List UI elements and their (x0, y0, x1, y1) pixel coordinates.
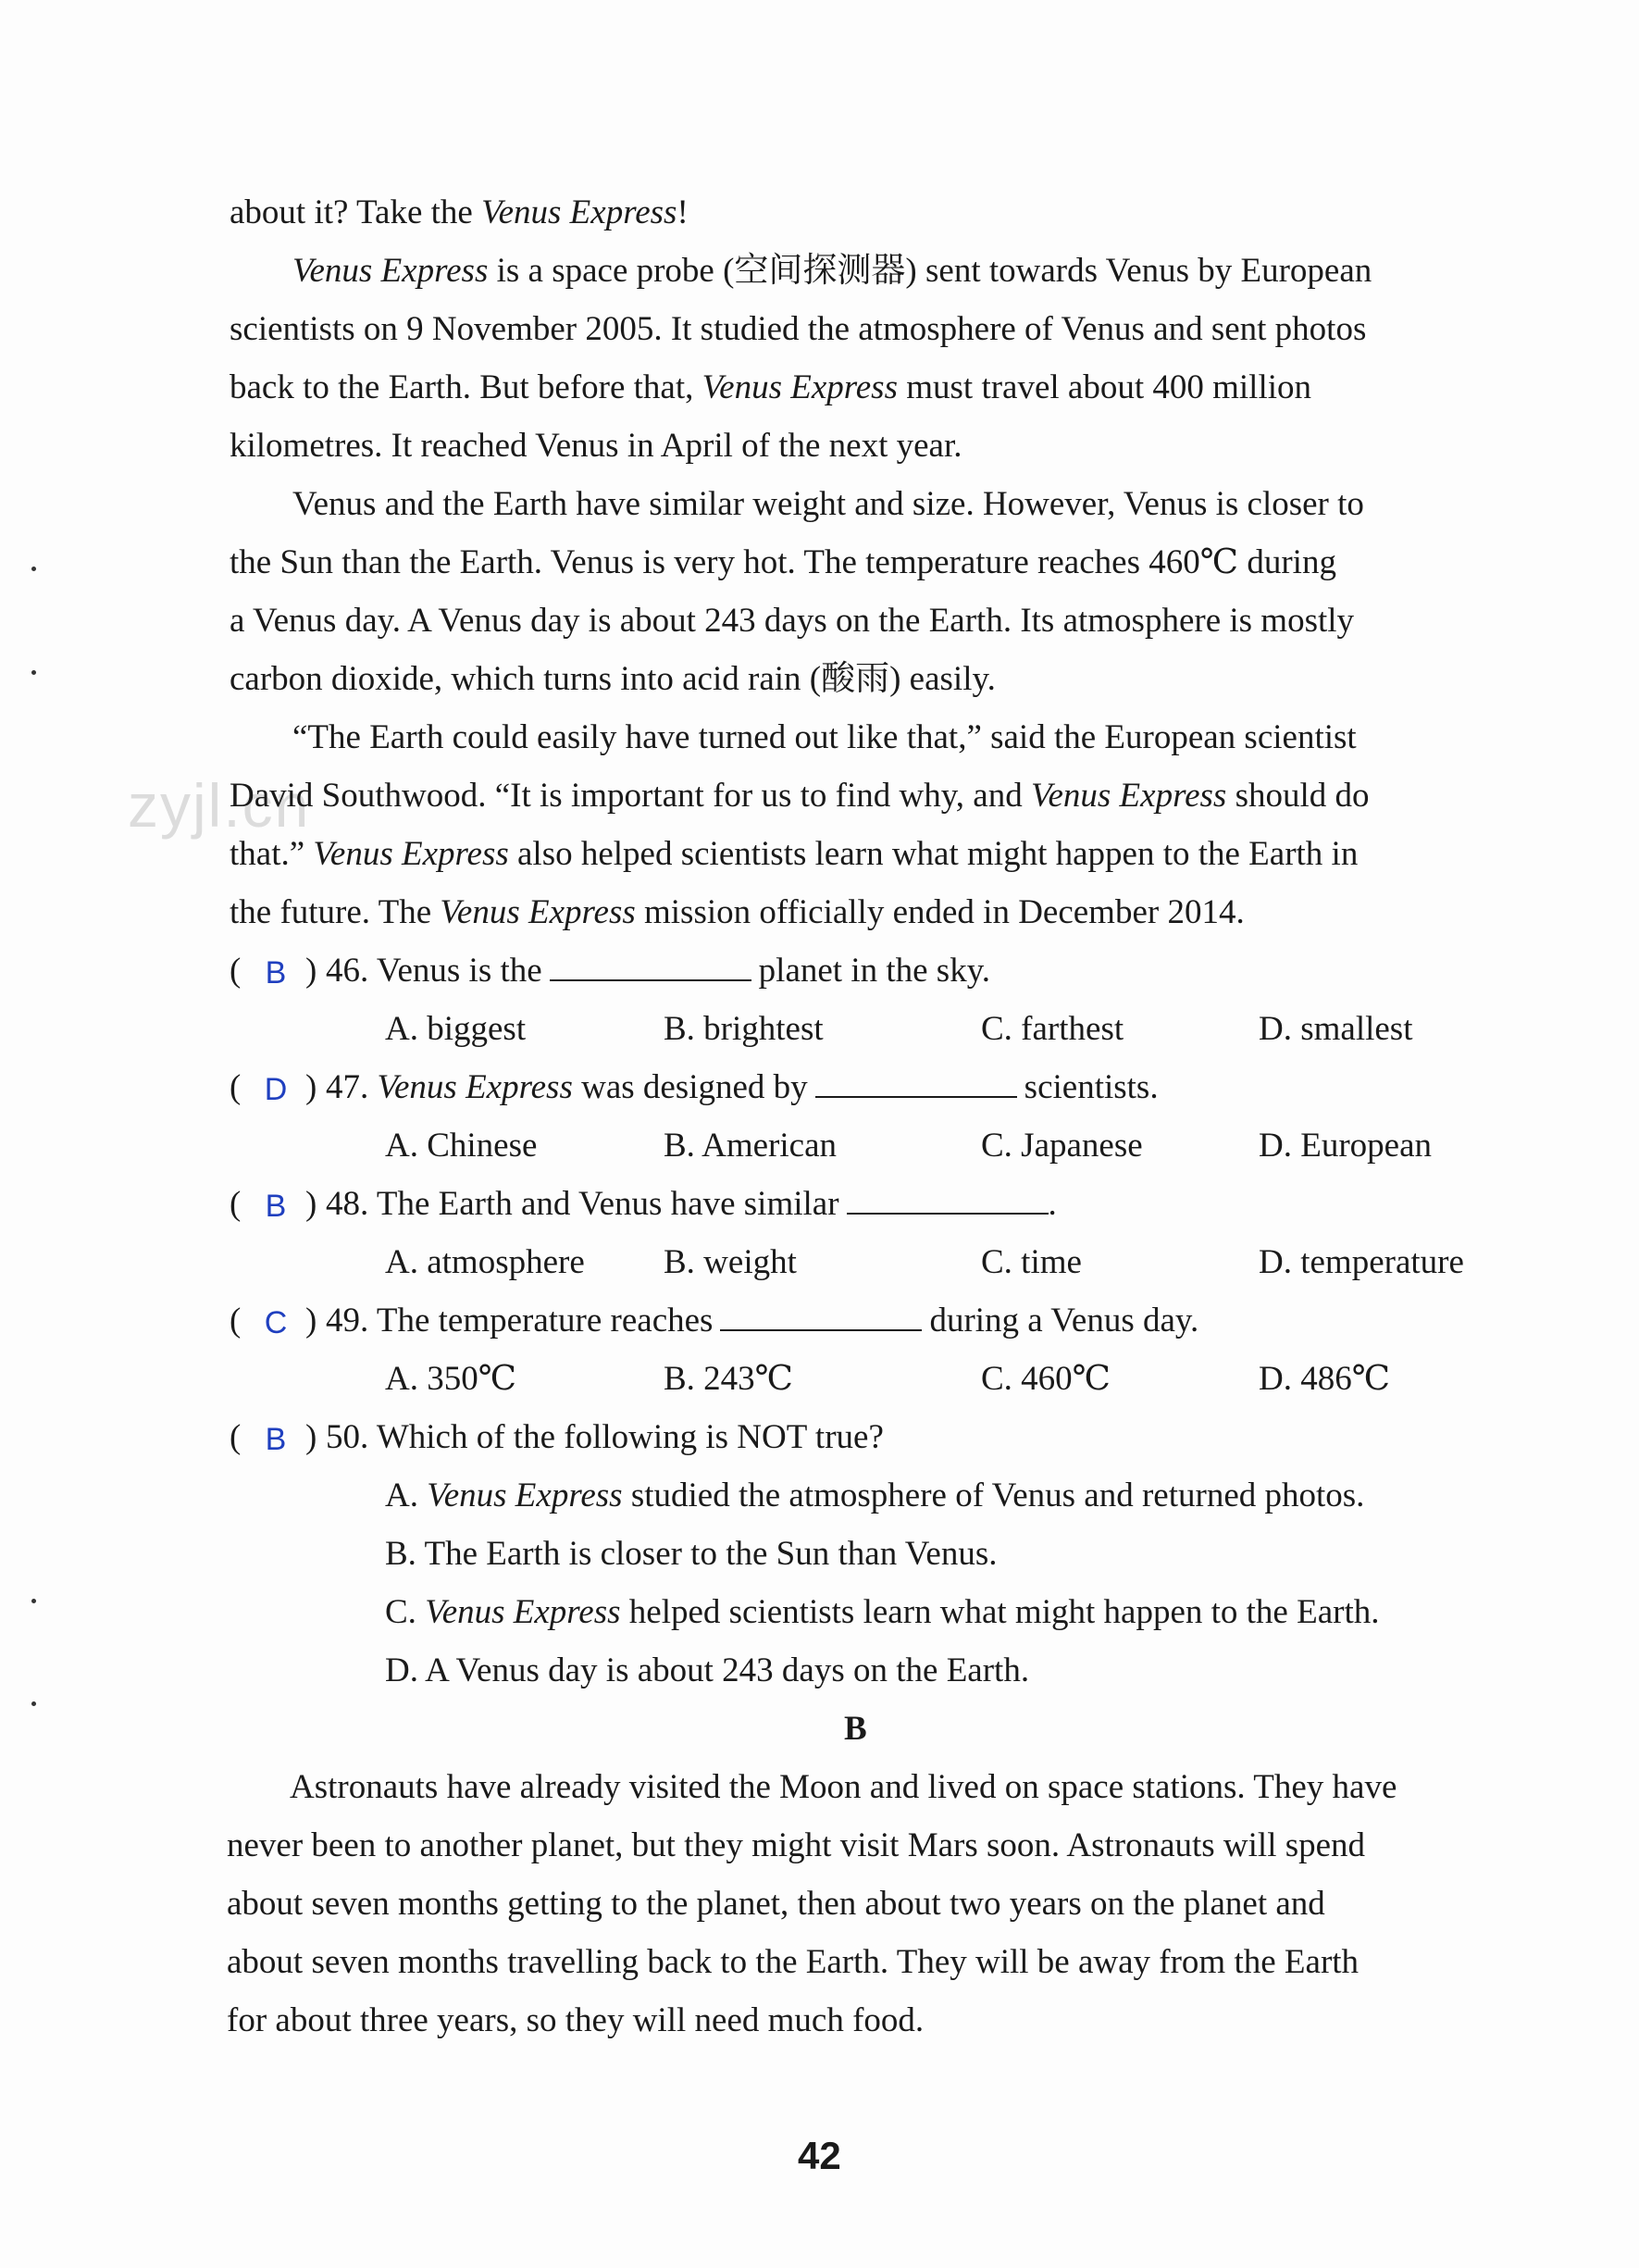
option: D. temperature (1259, 1243, 1464, 1281)
passage-line: that.” Venus Express also helped scientists learn what might happen to the Earth in (230, 835, 1359, 873)
answer-mark: B (265, 955, 287, 991)
passage-line: the Sun than the Earth. Venus is very hot. The temperature reaches 460℃ during (230, 543, 1336, 581)
option: C. time (981, 1243, 1082, 1281)
passage-line: David Southwood. “It is important for us to find why, and Venus Express should do (230, 777, 1370, 815)
answer-mark: B (265, 1189, 287, 1224)
option: B. American (664, 1127, 838, 1165)
scan-mark (31, 1599, 36, 1603)
option: D. smallest (1259, 1010, 1413, 1048)
scan-mark (31, 1701, 36, 1706)
passage-line: never been to another planet, but they might visit Mars soon. Astronauts will spend (227, 1826, 1366, 1864)
option: A. Chinese (385, 1127, 538, 1165)
option: C. Venus Express helped scientists learn what might happen to the Earth. (385, 1593, 1380, 1631)
passage-line: kilometres. It reached Venus in April of the next year. (230, 427, 962, 465)
option: A. atmosphere (385, 1243, 585, 1281)
passage-line: for about three years, so they will need much food. (227, 2001, 925, 2039)
option: B. brightest (664, 1010, 824, 1048)
passage-line: “The Earth could easily have turned out like that,” said the European scientist (292, 718, 1357, 756)
answer-mark: C (264, 1305, 288, 1340)
section-heading: B (844, 1710, 867, 1748)
answer-blank (550, 952, 751, 981)
passage-line: scientists on 9 November 2005. It studied the atmosphere of Venus and sent photos (230, 310, 1367, 348)
passage-line: the future. The Venus Express mission officially ended in December 2014. (230, 893, 1245, 931)
passage-line: about seven months travelling back to the Earth. They will be away from the Earth (227, 1943, 1360, 1981)
option: C. farthest (981, 1010, 1124, 1048)
watermark: zyjl.cn (128, 771, 311, 840)
page-number: 42 (798, 2134, 841, 2177)
passage-line: Venus Express is a space probe (空间探测器) sent towards Venus by European (292, 252, 1372, 290)
option: D. A Venus day is about 243 days on the Earth. (385, 1651, 1030, 1689)
option: B. weight (664, 1243, 797, 1281)
answer-blank (815, 1068, 1017, 1098)
workbook-page: zyjl.cn about it? Take the Venus Express! Venus Express is a space probe (空间探测器) sent towards Venus by European scientists on 9 November 2005. It studied the atmosphere of Venus and sent photos back to the Earth. But before that, Venus Express must travel about 400 million kilometres. It reached Venus in April of the next year. Venus and the Earth have similar weight and size. However, Venus is closer to the Sun than the Earth. Venus is very hot. The temperature reaches 460℃ during a Venus day. A Venus day is about 243 days on the Earth. Its atmosphere is mostly carbon dioxide, which turns into acid rain (酸雨) easily. “The Earth could easily have turned out like that,” said the European scientist David Southwood. “It is important for us to find why, and Venus Express should do that.” Venus Express also helped scientists learn what might happen to the Earth in the future. The Venus Express mission officially ended in December 2014. ( B ) 46. Venus is the planet in the sky. A. biggest B. brightest C. farthest D. smallest ( D ) 47. Venus Express was designed by scientists. A. Chinese B. American C. Japanese D. European ( B ) 48. The Earth and Venus have similar . A. atmosphere B. weight C. time D. temperature ( C ) 49. The temperature reaches during a Venus day. A. 350℃ B. 243℃ C. 460℃ D. 486℃ ( B ) 50. Which of the following is NOT true? A. Venus Express studied the atmosphere of Venus and returned photos. B. The Earth is closer to the Sun than Venus. C. Venus Express helped scientists learn what might happen to the Earth. D. A Venus day is about 243 days on the Earth. B Astronauts have already visited the Moon and lived on space stations. They have never been to another planet, but they might visit Mars soon. Astronauts will spend about seven months getting to the planet, then about two years on the planet and about seven months travelling back to the Earth. They will be away from the Earth for about three years, so they will need much food. 42 (0, 0, 1639, 2268)
option: A. Venus Express studied the atmosphere of Venus and returned photos. (385, 1477, 1365, 1514)
option: A. 350℃ (385, 1360, 517, 1398)
option: A. biggest (385, 1010, 527, 1048)
scan-mark (31, 567, 36, 571)
passage-line: a Venus day. A Venus day is about 243 days on the Earth. Its atmosphere is mostly (230, 602, 1355, 640)
passage-line: carbon dioxide, which turns into acid rain (酸雨) easily. (230, 660, 996, 698)
answer-mark: D (264, 1072, 288, 1107)
option: D. 486℃ (1259, 1360, 1391, 1398)
scan-mark (31, 670, 36, 675)
option: B. The Earth is closer to the Sun than Venus. (385, 1535, 998, 1573)
answer-mark: B (265, 1422, 287, 1457)
passage-line: about it? Take the Venus Express! (230, 193, 689, 231)
passage-line: back to the Earth. But before that, Venus Express must travel about 400 million (230, 368, 1312, 406)
option: C. Japanese (981, 1127, 1143, 1165)
option: B. 243℃ (664, 1360, 794, 1398)
passage-line: Astronauts have already visited the Moon and lived on space stations. They have (290, 1768, 1397, 1806)
passage-line: about seven months getting to the planet, then about two years on the planet and (227, 1885, 1325, 1923)
answer-blank (847, 1185, 1049, 1215)
answer-blank (720, 1302, 922, 1331)
passage-line: Venus and the Earth have similar weight and size. However, Venus is closer to (292, 485, 1364, 523)
option: C. 460℃ (981, 1360, 1111, 1398)
option: D. European (1259, 1127, 1432, 1165)
